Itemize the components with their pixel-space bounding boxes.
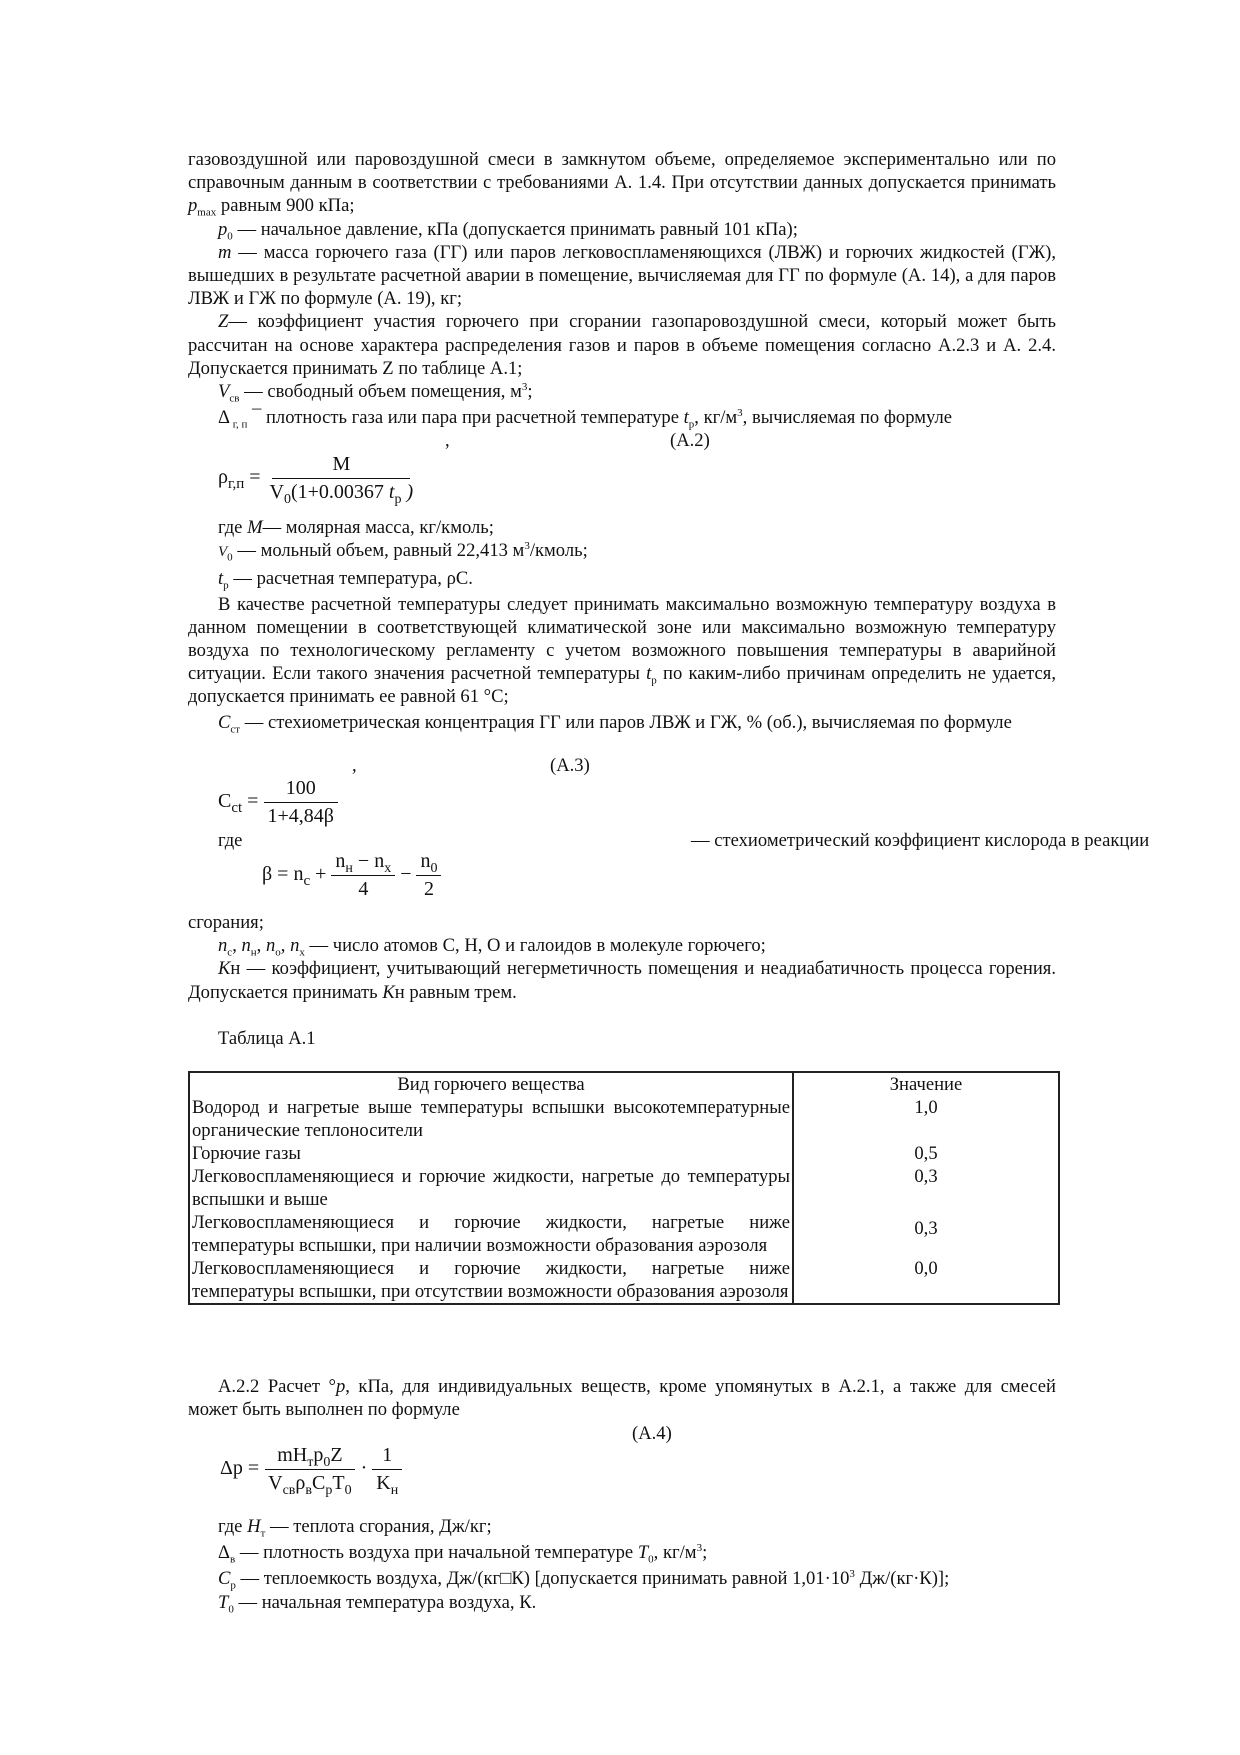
numerator: 1 [372, 1444, 402, 1470]
fraction [331, 850, 395, 901]
formula-number-a2: (А.2) [670, 430, 710, 451]
subscript: р [325, 1483, 333, 1498]
definition-kn [188, 957, 1056, 1003]
fraction [372, 1444, 402, 1498]
text: равным 900 кПа; [220, 195, 355, 217]
denominator [372, 1470, 402, 1498]
text: по каким-либо причинам определить не удается, допускается принимать ее равной 61 °С; [188, 663, 1056, 708]
table-row [189, 1096, 1059, 1142]
text: сгорания; [188, 912, 264, 933]
table-cell: 1,0 [793, 1096, 1059, 1142]
table-row [189, 1257, 1059, 1304]
text: — коэффициент, учитывающий негерметичность помещения и неадиабатичность процесса горения. Допускается принимать [188, 958, 1056, 1003]
subscript: 0 [344, 1483, 352, 1498]
text: — теплота сгорания, Дж/кг; [265, 1516, 492, 1537]
subscript: н [345, 861, 353, 876]
subscript: св [282, 1483, 296, 1498]
text: где [218, 830, 243, 851]
formula-comma: , [445, 430, 450, 451]
subscript: x [384, 861, 392, 876]
text: C [312, 1472, 326, 1494]
text: — теплоемкость воздуха, Дж/(кг□К) [допускается принимать равной 1,01·10 [235, 1568, 850, 1590]
text: ; [702, 1542, 708, 1564]
denominator: 1+4,84β [267, 805, 334, 827]
paragraph-pmax [188, 148, 1056, 218]
beta-definition-line [218, 830, 1150, 852]
definitions-block-2 [188, 516, 1056, 734]
text: — коэффициент участия горючего при сгорании газопаровоздушной смеси, который может быть рассчитан на основе характера распределения газов и паров в объеме помещения согласно А.2.3 и А. 2.4. Допускается принимать Z по таблице А.1; [188, 311, 1056, 379]
text: , кг/м [694, 407, 738, 429]
subscript: в [305, 1483, 313, 1498]
text: — начальное давление, кПа (допускается принимать равный 101 кПа); [232, 218, 798, 240]
symbol: Δ [218, 1542, 230, 1564]
symbol: H [247, 1516, 261, 1537]
text: н [394, 981, 405, 1003]
dot-operator: · [360, 1457, 368, 1480]
text: В качестве расчетной температуры следует принимать максимально возможную температуру воздуха в данном помещении в соответствующей климатической зоне или максимально возможную температуру воздуха по технологическому регламенту с учетом возможного повышения температуры в аварийной ситуации. Если такого значения расчетной температуры [188, 593, 1056, 685]
symbol: T [218, 1591, 229, 1613]
text: ρ [295, 1472, 306, 1494]
subscript: р [223, 580, 229, 593]
symbol: Z [218, 311, 229, 333]
subscript: г,п [227, 476, 245, 493]
subscript: х [299, 946, 305, 959]
superscript: 3 [696, 1542, 703, 1555]
table-cell: Легковоспламеняющиеся и горючие жидкости, нагретые ниже температуры вспышки, при наличии возможности образования аэрозоля [189, 1211, 793, 1257]
text: — плотность воздуха при начальной температуре [235, 1542, 638, 1564]
table-caption: Таблица А.1 [218, 1027, 316, 1049]
subscript: 0 [323, 1455, 331, 1470]
symbol: V [218, 544, 228, 561]
symbol: n [241, 935, 251, 957]
subscript: ct [231, 800, 243, 817]
text: газовоздушной или паровоздушной смеси в замкнутом объеме, определяемое экспериментально или по справочным данным в соответствии с требованиями А. 1.4. При отсутствии данных допускается принимать [188, 149, 1056, 194]
definitions-block-4 [188, 1515, 1056, 1614]
subscript: в [229, 1553, 236, 1566]
definition-z [188, 310, 1056, 380]
superscript: 3 [737, 407, 743, 420]
subscript: р [688, 418, 695, 431]
symbol: p [218, 218, 228, 240]
symbol: T [637, 1542, 649, 1564]
definition-cp [188, 1567, 1056, 1593]
definition-vsv [188, 380, 1056, 403]
subscript: 0 [283, 492, 291, 507]
text: А.2.2 Расчет ° [218, 1376, 336, 1397]
table-cell: 0,5 [793, 1142, 1059, 1165]
text: p [313, 1444, 324, 1466]
text: n [420, 850, 431, 872]
symbol: p [188, 195, 198, 217]
definition-ht [188, 1515, 1056, 1538]
subscript: 0 [430, 861, 438, 876]
formula-number-a4: (А.4) [632, 1423, 672, 1444]
text: — молярная масса, кг/кмоль; [262, 517, 494, 538]
text: (1+0.00367 [290, 481, 389, 503]
symbol: t [388, 481, 395, 503]
plus-sign: + [310, 863, 332, 886]
denominator: 4 [358, 878, 369, 900]
paragraph-calc-temperature [188, 593, 1056, 709]
numerator: 100 [264, 777, 338, 803]
text: — стехиометрическая концентрация ГГ или паров ЛВЖ и ГЖ, % (об.), вычисляемая по формуле [240, 711, 1012, 733]
formula-beta [262, 850, 441, 901]
table-header: Значение [793, 1072, 1059, 1096]
numerator [416, 850, 441, 876]
definition-rho-v [188, 1541, 1056, 1564]
definition-cst [188, 711, 1056, 734]
subscript: т [307, 1455, 314, 1470]
subscript: р [230, 1580, 236, 1593]
text: Δp = [220, 1457, 260, 1480]
table-a1 [188, 1071, 1060, 1305]
fraction [264, 1444, 355, 1498]
definition-tp [188, 567, 1056, 593]
formula-a2 [218, 453, 417, 507]
text: , кг/м [653, 1542, 697, 1564]
subscript: ст [230, 723, 241, 736]
formula-comma: , [352, 755, 357, 776]
text: н [230, 958, 241, 980]
equals-sign: = [247, 790, 259, 813]
subscript: н [250, 946, 257, 959]
text: V [268, 1472, 283, 1494]
numerator [331, 850, 395, 876]
text: Z [330, 1444, 343, 1466]
symbol: M [247, 517, 263, 538]
denominator [266, 479, 418, 507]
text: ) [401, 481, 414, 503]
denominator [264, 1470, 355, 1498]
symbol: t [683, 407, 689, 429]
definition-p0 [188, 218, 1056, 241]
text: — начальная температура воздуха, К. [233, 1591, 537, 1613]
text: — свободный объем помещения, м [239, 381, 522, 403]
symbol: n [218, 935, 228, 957]
symbol: t [218, 568, 224, 590]
subscript: св [229, 392, 240, 405]
definitions-block-3 [188, 911, 1056, 1050]
subscript: о [275, 946, 281, 959]
table-cell: Легковоспламеняющиеся и горючие жидкости, нагретые до температуры вспышки и выше [189, 1165, 793, 1211]
text: где [218, 517, 248, 538]
definition-t0 [188, 1591, 1056, 1614]
symbol: t [646, 663, 652, 685]
equals-sign: = [249, 466, 261, 489]
numerator: M [272, 453, 410, 479]
text: β = n [262, 863, 304, 886]
paragraph-a22 [188, 1375, 1056, 1421]
text: — мольный объем, равный 22,413 м [232, 540, 525, 562]
document-page [188, 148, 1056, 429]
symbol: p [335, 1376, 346, 1397]
subscript: р [394, 492, 402, 507]
text: — число атомов С, Н, О и галоидов в молекуле горючего; [304, 935, 766, 957]
superscript: 3 [524, 540, 530, 553]
fraction [263, 777, 337, 828]
table-row [189, 1142, 1059, 1165]
symbol: n [265, 935, 276, 957]
subscript: 0 [227, 551, 233, 564]
text: /кмоль; [529, 540, 588, 562]
table-header-row [189, 1072, 1059, 1096]
text: ¯ плотность газа или пара при расчетной температуре [247, 407, 684, 429]
superscript: 3 [849, 1568, 855, 1581]
text: Дж/(кг·К)]; [854, 1568, 950, 1590]
symbol: n [290, 935, 300, 957]
definition-rho [188, 406, 1056, 429]
table-cell: Горючие газы [189, 1142, 793, 1165]
subscript: р [651, 674, 657, 687]
table-header: Вид горючего вещества [189, 1072, 793, 1096]
formula-number-a3: (А.3) [550, 755, 590, 776]
minus-sign: − [395, 863, 417, 886]
section-a22 [188, 1375, 1056, 1421]
subscript: с [227, 946, 233, 959]
text: где [218, 1516, 248, 1537]
definition-M [188, 516, 1056, 539]
subscript: 0 [227, 230, 233, 243]
text: − n [352, 850, 385, 872]
symbol: C [218, 1568, 231, 1590]
table-row [189, 1211, 1059, 1257]
table-cell: Водород и нагретые выше температуры вспышки высокотемпературные органические теплоносители [189, 1096, 793, 1142]
table-row [189, 1165, 1059, 1211]
text: — расчетная температура, ρС. [228, 568, 473, 590]
c-symbol: C [218, 790, 232, 813]
formula-a3 [218, 777, 338, 828]
text: равным трем. [404, 981, 517, 1003]
table-cell: Легковоспламеняющиеся и горючие жидкости, нагретые ниже температуры вспышки, при отсутствии возможности образования аэрозоля [189, 1257, 793, 1304]
subscript: н [390, 1483, 399, 1498]
text: V [269, 481, 284, 503]
text: — стехиометрический коэффициент кислорода в реакции [691, 830, 1150, 851]
definition-m [188, 241, 1056, 311]
subscript: т [260, 1527, 266, 1540]
subscript: c [303, 873, 311, 890]
superscript: 3 [521, 380, 528, 393]
text: — масса горючего газа (ГГ) или паров легковоспламеняющихся (ЛВЖ) и горючих жидкостей (ГЖ), вышедших в результате расчетной аварии в помещение, вычисляемая для ГГ по формуле (А. 14), а для паров ЛВЖ и ГЖ по формуле (А. 19), кг; [188, 241, 1056, 310]
denominator: 2 [423, 878, 434, 900]
text: ; [527, 381, 533, 403]
fraction [416, 850, 441, 901]
definition-v0 [188, 539, 1056, 564]
table-cell: 0,3 [793, 1165, 1059, 1211]
symbol: K [218, 958, 231, 980]
text: mH [277, 1444, 308, 1466]
table-cell: 0,0 [793, 1257, 1059, 1304]
symbol: V [218, 381, 230, 403]
definition-atoms: $n_с$, $n_н$, $n_о$, $n_х$ — число атомов С, Н, О и галоидов в молекуле горючего; [218, 935, 766, 959]
text: n [335, 850, 346, 872]
subscript: г, п [229, 418, 248, 431]
formula-a4 [220, 1444, 402, 1498]
fraction [266, 453, 418, 507]
text: , кПа, для индивидуальных веществ, кроме упомянутых в А.2.1, а также для смесей может быть выполнен по формуле [188, 1376, 1056, 1421]
symbol: Δ [218, 407, 230, 429]
subscript: 0 [648, 1553, 654, 1566]
text: K [376, 1472, 391, 1494]
rho-symbol: ρ [218, 466, 228, 489]
table-cell: 0,3 [793, 1211, 1059, 1257]
subscript: max [197, 207, 217, 220]
symbol: C [218, 711, 231, 733]
text: T [332, 1472, 345, 1494]
subscript: 0 [228, 1603, 234, 1616]
symbol: K [382, 981, 395, 1003]
text: , вычисляемая по формуле [742, 407, 953, 429]
symbol: m [218, 241, 232, 263]
numerator [265, 1444, 354, 1470]
